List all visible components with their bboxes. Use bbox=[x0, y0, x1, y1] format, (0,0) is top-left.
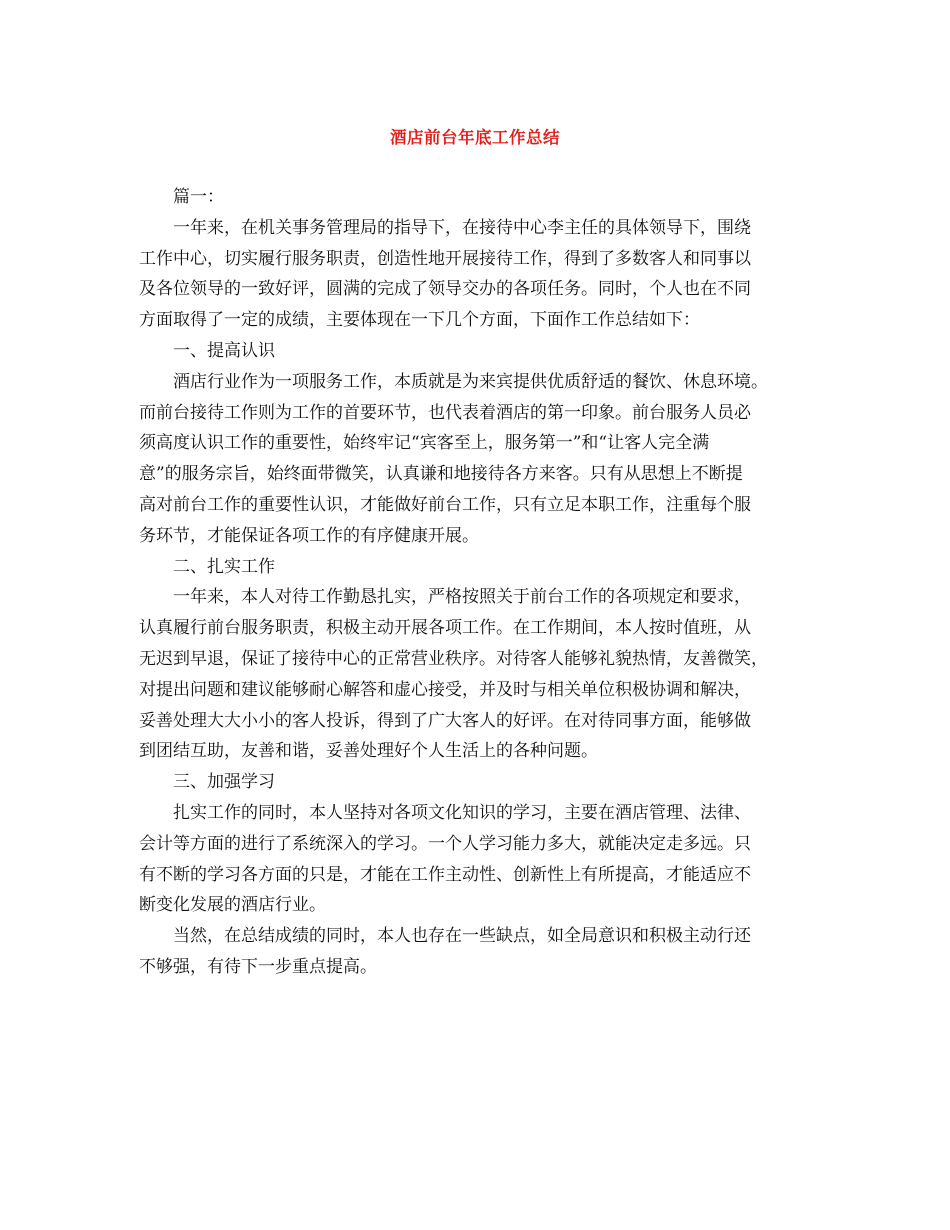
text-line: 及各位领导的一致好评，圆满的完成了领导交办的各项任务。同时，个人也在不同 bbox=[139, 279, 751, 300]
section-heading: 一、提高认识 bbox=[173, 340, 275, 361]
text-line: 有不断的学习各方面的只是，才能在工作主动性、创新性上有所提高，才能适应不 bbox=[139, 864, 751, 885]
text-line: 而前台接待工作则为工作的首要环节，也代表着酒店的第一印象。前台服务人员必 bbox=[139, 402, 751, 423]
text-line: 务环节，才能保证各项工作的有序健康开展。 bbox=[139, 525, 479, 546]
text-line: 妥善处理大大小小的客人投诉，得到了广大客人的好评。在对待同事方面，能够做 bbox=[139, 710, 751, 731]
text-line: 工作中心，切实履行服务职责，创造性地开展接待工作，得到了多数客人和同事以 bbox=[139, 248, 751, 269]
document-body bbox=[139, 182, 819, 983]
text-line: 篇一： bbox=[173, 187, 224, 207]
section-heading: 二、扎实工作 bbox=[173, 556, 275, 577]
text-line: 高对前台工作的重要性认识，才能做好前台工作，只有立足本职工作，注重每个服 bbox=[139, 494, 751, 515]
text-line: 方面取得了一定的成绩，主要体现在一下几个方面，下面作工作总结如下： bbox=[139, 310, 700, 331]
text-line: 会计等方面的进行了系统深入的学习。一个人学习能力多大，就能决定走多远。只 bbox=[139, 833, 751, 854]
text-line: 到团结互助，友善和谐，妥善处理好个人生活上的各种问题。 bbox=[139, 741, 598, 762]
text-line: 对提出问题和建议能够耐心解答和虚心接受，并及时与相关单位积极协调和解决， bbox=[139, 679, 751, 700]
text-line: 无迟到早退，保证了接待中心的正常营业秩序。对待客人能够礼貌热情，友善微笑， bbox=[139, 648, 768, 669]
text-line: 须高度认识工作的重要性，始终牢记“宾客至上，服务第一”和“让客人完全满 bbox=[139, 433, 710, 454]
text-line: 意”的服务宗旨，始终面带微笑，认真谦和地接待各方来客。只有从思想上不断提 bbox=[139, 464, 743, 485]
text-line: 认真履行前台服务职责，积极主动开展各项工作。在工作期间，本人按时值班，从 bbox=[139, 618, 751, 639]
text-line: 扎实工作的同时，本人坚持对各项文化知识的学习，主要在酒店管理、法律、 bbox=[173, 802, 751, 823]
document-title: 酒店前台年底工作总结 bbox=[390, 128, 560, 147]
text-line: 断变化发展的酒店行业。 bbox=[139, 895, 326, 916]
text-line: 不够强，有待下一步重点提高。 bbox=[139, 956, 377, 977]
text-line: 一年来，在机关事务管理局的指导下，在接待中心李主任的具体领导下，围绕 bbox=[173, 217, 751, 238]
text-line: 当然，在总结成绩的同时，本人也存在一些缺点，如全局意识和积极主动行还 bbox=[173, 926, 751, 947]
text-line: 一年来，本人对待工作勤恳扎实，严格按照关于前台工作的各项规定和要求， bbox=[173, 587, 751, 608]
text-line: 酒店行业作为一项服务工作，本质就是为来宾提供优质舒适的餐饮、休息环境。 bbox=[173, 371, 768, 392]
section-heading: 三、加强学习 bbox=[173, 772, 275, 793]
